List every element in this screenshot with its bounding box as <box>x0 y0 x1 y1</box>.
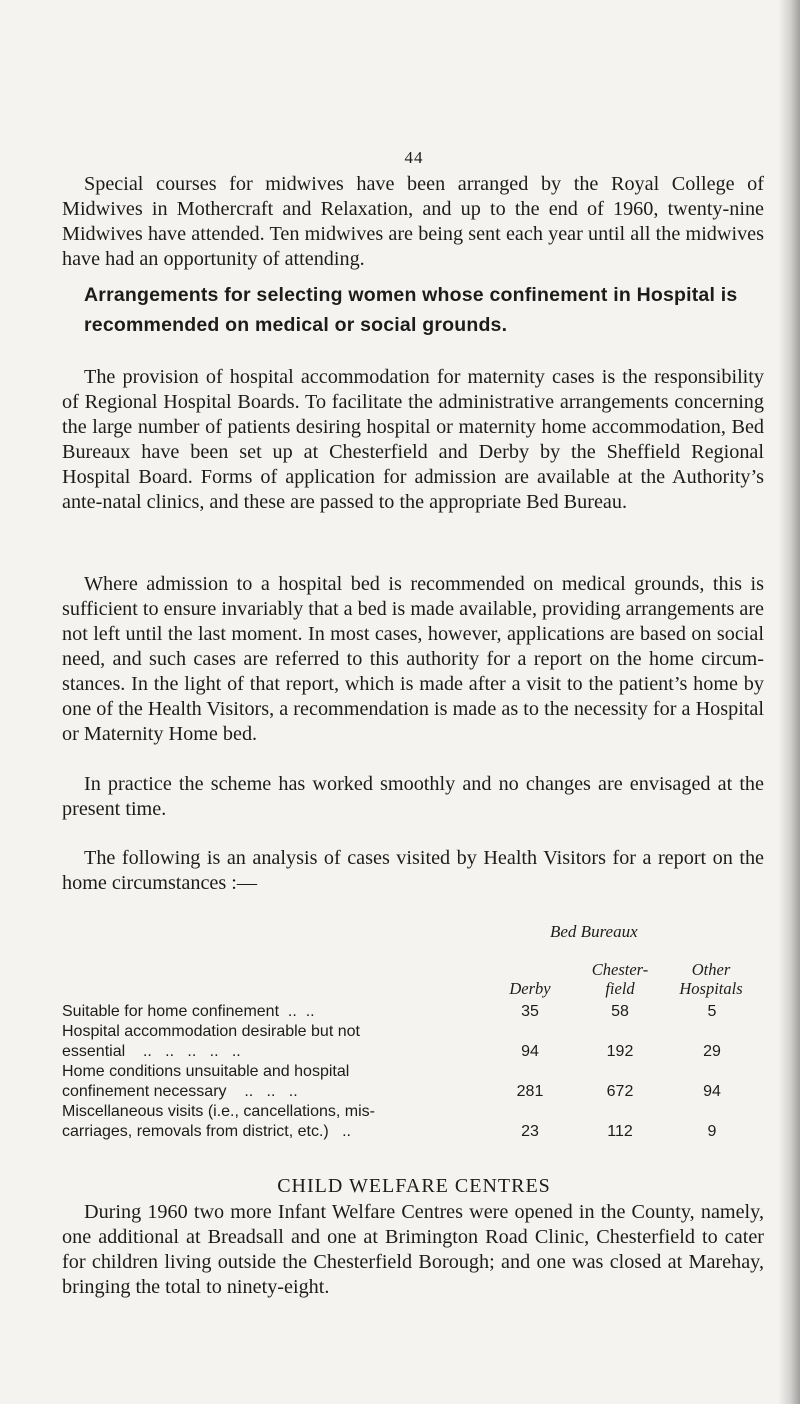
paragraph-welfare-centres: During 1960 two more Infant Welfare Centres were opened in the County, namely, one additional at Breadsall and one at Brimington Road Clinic, Chesterfield to cater for children living outside the Chesterfield Borough; and one was closed at Marehay, bringing the total to ninety-eight. <box>62 1201 764 1298</box>
paragraph-hospital-provision: The provision of hospital accommodation for maternity cases is the responsibility of Regional Hospital Boards. To facilitate the administrative arrangements concerning the large number of patients desiring hospital or maternity home accommodation, Bed Bureaux have been set up at Chesterfield and Derby by the Sheffield Regional Hospital Board. Forms of application for admission are available at the Authority’s ante-natal clinics, and these are passed to the appropriate Bed Bureau. <box>62 366 764 513</box>
page-edge-shadow <box>778 0 800 1404</box>
table-cell-other: 94 <box>703 1083 721 1100</box>
table-cell-chesterfield: 112 <box>607 1123 633 1140</box>
table-cell-chesterfield: 672 <box>606 1083 634 1100</box>
table-cell-derby: 23 <box>521 1123 539 1140</box>
table-row-label: Home conditions unsuitable and hospital confinement necessary .. .. .. <box>62 1063 350 1100</box>
table-cell-derby: 35 <box>521 1003 539 1020</box>
table-cell-derby: 281 <box>516 1083 544 1100</box>
column-header-chesterfield: Chester- field <box>591 960 649 998</box>
page-number: 44 <box>404 148 424 167</box>
table-cell-chesterfield: 58 <box>611 1003 629 1020</box>
table-cell-other: 5 <box>707 1003 717 1020</box>
table-cell-other: 9 <box>707 1123 717 1140</box>
section-heading-arrangements: Arrangements for selecting women whose confinement in Hospital is recommended on medical or social grounds. <box>84 284 738 336</box>
table-cell-chesterfield: 192 <box>606 1043 634 1060</box>
table-row-label: Hospital accommodation desirable but not essential .. .. .. .. .. <box>62 1023 360 1060</box>
column-header-derby: Derby <box>509 979 551 998</box>
table-cell-other: 29 <box>703 1043 721 1060</box>
paragraph-admission-grounds: Where admission to a hospital bed is recommended on medical grounds, this is sufficient to ensure invariably that a bed is made available, providing arrangements are not left until the last moment. In most cases, however, applications are based on social need, and such cases are referred to this authority for a report on the home circumstances. In the light of that report, which is made after a visit to the patient’s home by one of the Health Visitors, a recommendation is made as to the necessity for a Hospital or Maternity Home bed. <box>62 573 765 745</box>
table-cell-derby: 94 <box>521 1043 539 1060</box>
section-title-child-welfare: CHILD WELFARE CENTRES <box>277 1175 551 1197</box>
paragraph-midwife-courses: Special courses for midwives have been arranged by the Royal College of Midwives in Mothercraft and Relaxation, and up to the end of 1960, twenty-nine Midwives have attended. Ten midwives are being sent each year until all the midwives have had an opportunity of attending. <box>62 173 764 270</box>
paragraph-analysis-intro: The following is an analysis of cases visited by Health Visitors for a report on the home circumstances :— <box>62 847 764 894</box>
table-row-label: Suitable for home confinement .. .. <box>62 1003 315 1020</box>
column-header-other-hospitals: Other Hospitals <box>679 960 743 998</box>
paragraph-scheme-practice: In practice the scheme has worked smoothly and no changes are envisaged at the present time. <box>62 773 764 820</box>
table-row-label: Miscellaneous visits (i.e., cancellations, mis- carriages, removals from district, etc.) .. <box>62 1103 375 1140</box>
table-group-header: Bed Bureaux <box>550 922 638 941</box>
